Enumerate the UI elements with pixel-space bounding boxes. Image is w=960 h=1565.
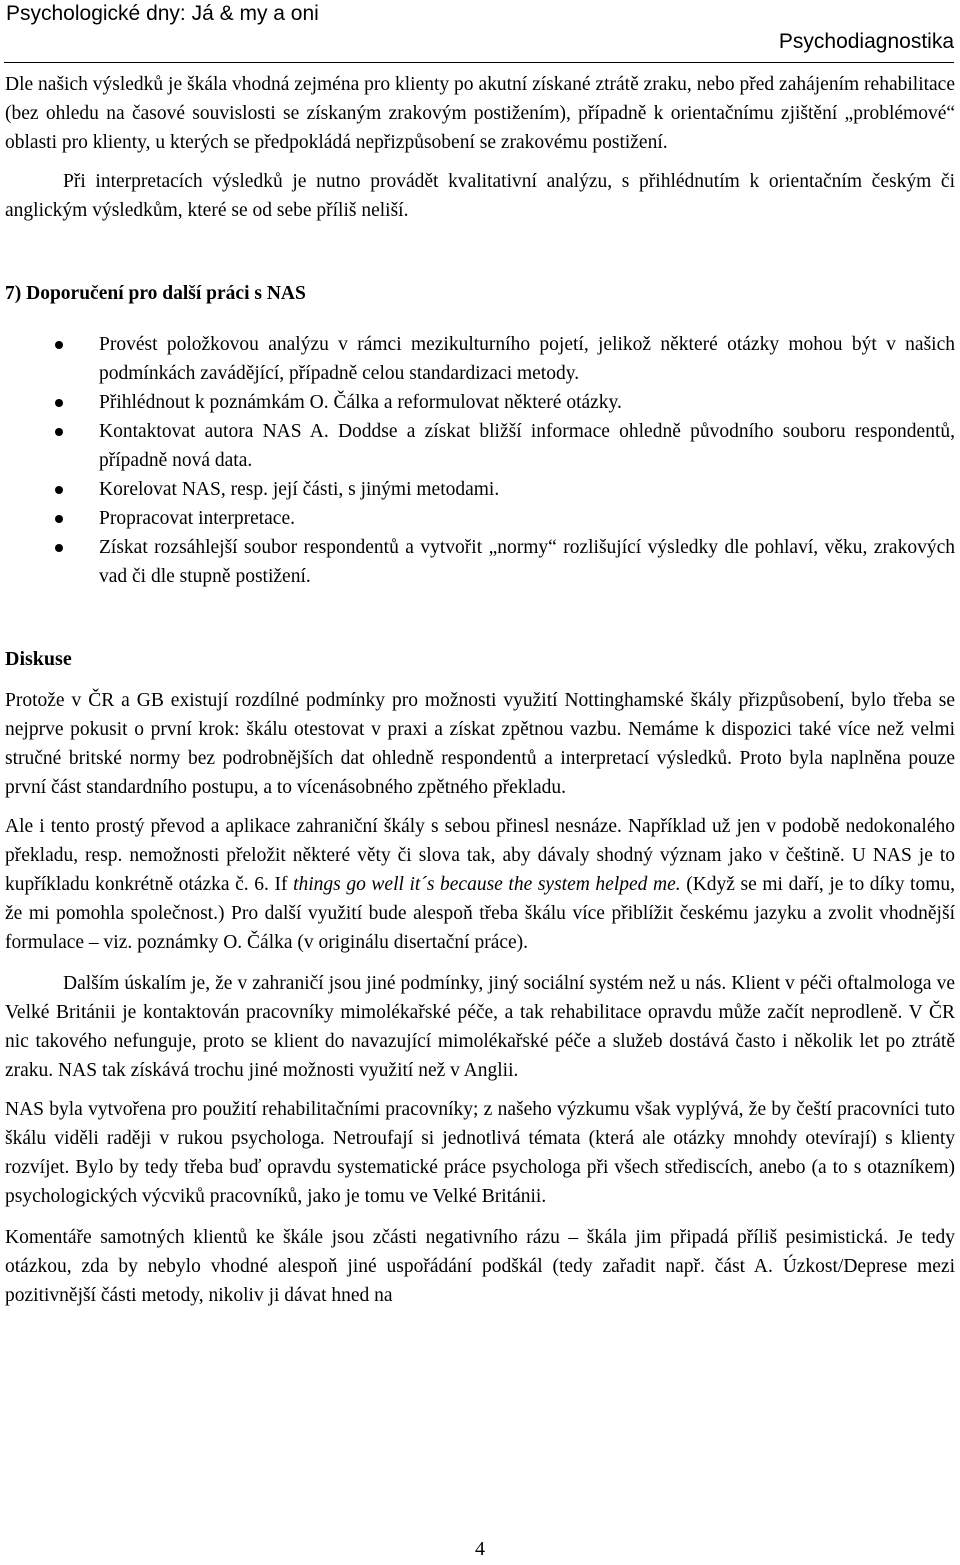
english-quote: things go well it´s because the system helped me. [293, 874, 681, 895]
paragraph-diskuse-5: Komentáře samotných klientů ke škále jsou zčásti negativního rázu – škála jim připadá příliš pesimistická. Je tedy otázkou, zda by nebylo vhodné alespoň jiné uspořádání podškál (tedy zařadit např. část A. Úzkost/Deprese mezi pozitivnější části metody, nikoliv ji dávat hned na [5, 1227, 955, 1306]
paragraph-diskuse-1: Protože v ČR a GB existují rozdílné podmínky pro možnosti využití Nottinghamské škály přizpůsobení, bylo třeba se nejprve pokusit o první krok: škálu otestovat v praxi a získat zpětnou vazbu. Nemáme k dispozici také více než velmi stručné britské normy bez podrobnějších dat ohledně respondentů a interpretací výsledků. Proto byla naplněna pouze první část standardního postupu, a to vícenásobného zpětného překladu. [5, 690, 955, 798]
paragraph-diskuse-2: Ale i tento prostý převod a aplikace zahraniční škály s sebou přinesl nesnáze. Například už jen v podobě nedokonalého překladu, resp. nemožnosti přeložit některé věty či slova tak, aby dávaly shodný význam jako v češtině. U NAS je to kupříkladu konkrétně otázka č. 6. If things go well it´s because the system helped me. (Když se mi daří, je to díky tomu, že mi pomohla společnost.) Pro další využití bude alespoň třeba škálu více přiblížit českému jazyku a zvolit vhodnější formulace – viz. poznámky O. Čálka (v originálu disertační práce). [5, 816, 956, 953]
recommendations-list [5, 330, 955, 591]
list-item: Přihlédnout k poznámkám O. Čálka a reformulovat některé otázky. [99, 388, 955, 417]
page-header [4, 0, 954, 63]
bullet-icon [55, 486, 63, 494]
bullet-icon [55, 515, 63, 523]
paragraph-interpretation: Při interpretacích výsledků je nutno provádět kvalitativní analýzu, s přihlédnutím k orientačním českým či anglickým výsledkům, které se od sebe příliš neliší. [5, 171, 955, 221]
bullet-icon [55, 399, 63, 407]
list-item: Kontaktovat autora NAS A. Doddse a získat bližší informace ohledně původního souboru respondentů, případně nová data. [99, 417, 955, 475]
list-item: Získat rozsáhlejší soubor respondentů a vytvořit „normy“ rozlišující výsledky dle pohlaví, věku, zrakových vad či dle stupně postižení. [99, 533, 955, 591]
paragraph-diskuse-4: NAS byla vytvořena pro použití rehabilitačními pracovníky; z našeho výzkumu však vyplývá, že by čeští pracovníci tuto škálu viděli raději v rukou psychologa. Netroufají si jednotlivá témata (která ale otázky mnohdy otevírají) s klienty rozvíjet. Bylo by tedy třeba buď opravdu systematické práce psychologa při všech střediscích, anebo (a to s otazníkem) psychologických výcviků pracovníků, jako je tomu ve Velké Británii. [5, 1099, 955, 1207]
bullet-icon [55, 428, 63, 436]
section-heading-diskuse: Diskuse [5, 648, 72, 670]
list-item: Korelovat NAS, resp. její části, s jinými metodami. [99, 475, 955, 504]
header-section-title: Psychodiagnostika [778, 30, 954, 53]
page-number: 4 [475, 1538, 485, 1560]
paragraph-diskuse-3: Dalším úskalím je, že v zahraničí jsou jiné podmínky, jiný sociální systém než u nás. Klient v péči oftalmologa ve Velké Británii je kontaktován pracovníky mimolékařské péče, a tak rehabilitace opravdu může začít neprodleně. V ČR nic takového nefunguje, proto se klient do navazující mimolékařské péče a služeb dostává často i několik let po ztrátě zraku. NAS tak získává trochu jiné možnosti využití než v Anglii. [5, 973, 955, 1081]
section-heading-recommendations: 7) Doporučení pro další práci s NAS [5, 283, 306, 304]
paragraph-suitability: Dle našich výsledků je škála vhodná zejména pro klienty po akutní získané ztrátě zraku, nebo před zahájením rehabilitace (bez ohledu na časové souvislosti se získaným zrakovým postižením), případně k orientačnímu zjištění „problémové“ oblasti pro klienty, u kterých se předpokládá nepřizpůsobení se zrakovému postižení. [5, 74, 955, 153]
page-body [5, 70, 955, 1310]
bullet-icon [55, 544, 63, 552]
header-conference-title: Psychologické dny: Já & my a oni [6, 2, 319, 25]
list-item: Provést položkovou analýzu v rámci mezikulturního pojetí, jelikož některé otázky mohou být v našich podmínkách zavádějící, případně celou standardizaci metody. [99, 330, 955, 388]
list-item: Propracovat interpretace. [99, 504, 955, 533]
bullet-icon [55, 341, 63, 349]
